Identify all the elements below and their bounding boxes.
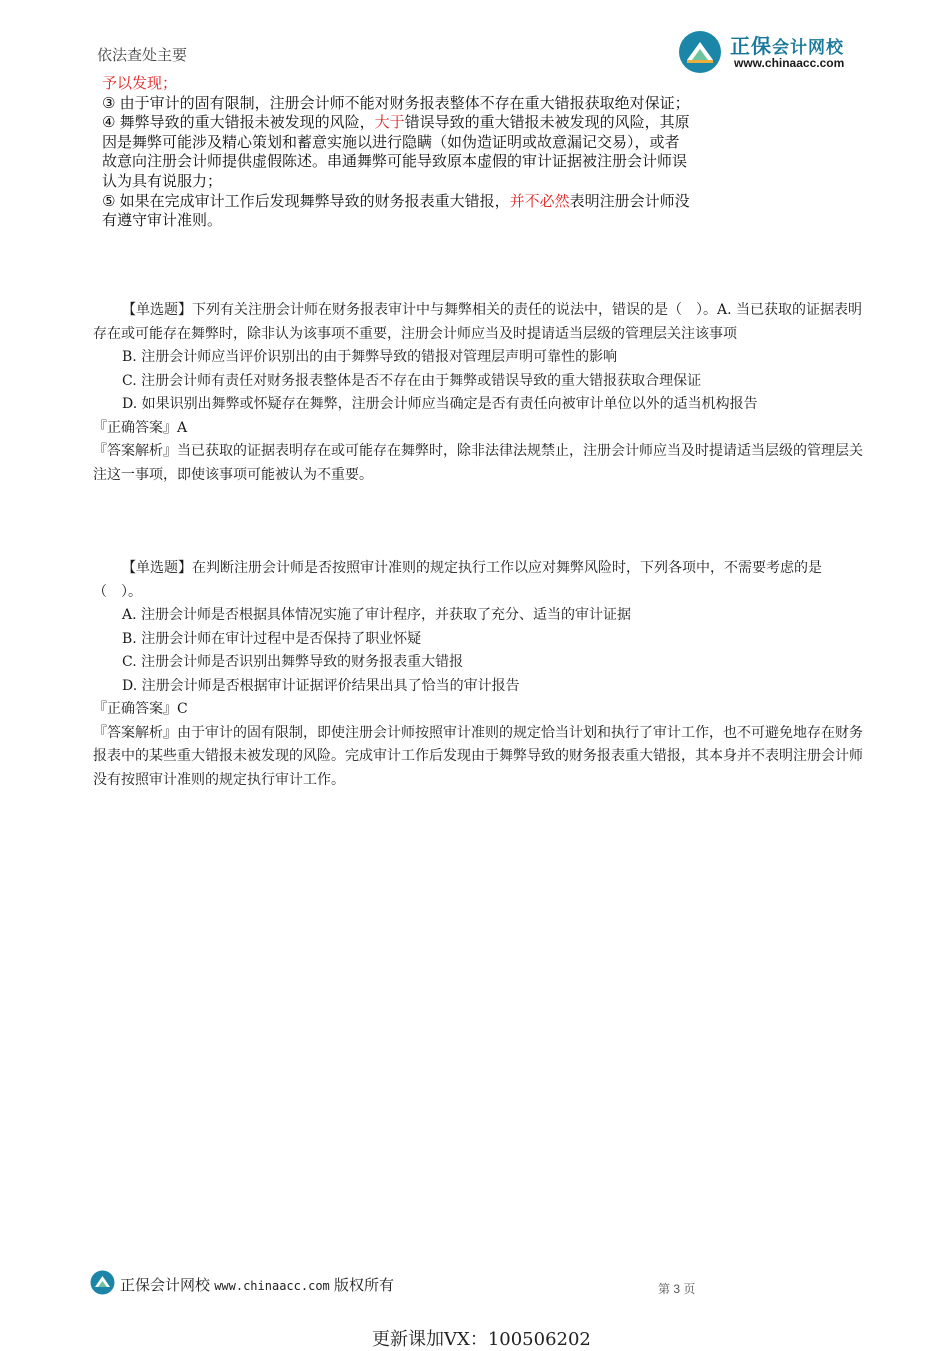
footer-brand: 正保会计网校 bbox=[120, 1277, 211, 1294]
note-line-5 bbox=[102, 192, 692, 231]
logo-name bbox=[730, 30, 844, 59]
logo-name-part2: 会计网校 bbox=[772, 38, 844, 57]
footer-text bbox=[120, 1274, 394, 1295]
footer-url: www.chinaacc.com bbox=[214, 1279, 330, 1293]
question-2 bbox=[93, 557, 863, 792]
page-number bbox=[658, 1282, 696, 1296]
page-number-text: 第 3 页 bbox=[658, 1282, 696, 1296]
bottom-clipped-line bbox=[372, 1325, 592, 1350]
question-1-answer: 『正确答案』A bbox=[93, 419, 188, 436]
note-line-4 bbox=[102, 113, 692, 191]
note-5-text-a: ⑤ 如果在完成审计工作后发现舞弊导致的财务报表重大错报， bbox=[102, 192, 510, 210]
question-2-option-d: D. 注册会计师是否根据审计证据评价结果出具了恰当的审计报告 bbox=[122, 677, 520, 694]
logo-emblem-icon bbox=[678, 30, 722, 74]
question-2-option-c: C. 注册会计师是否识别出舞弊导致的财务报表重大错报 bbox=[122, 654, 464, 670]
question-2-stem: 【单选题】在判断注册会计师是否按照审计准则的规定执行工作以应对舞弊风险时，下列各项中，不需要考虑的是（ ）。 bbox=[93, 560, 822, 600]
question-2-option-b: B. 注册会计师在审计过程中是否保持了职业怀疑 bbox=[122, 630, 422, 647]
clipped-previous-line bbox=[97, 47, 217, 64]
question-1-stem: 【单选题】下列有关注册会计师在财务报表审计中与舞弊相关的责任的说法中，错误的是（ ）。A. 当已获取的证据表明存在或可能存在舞弊时，除非认为该事项不重要，注册会计师应当及时提请适当层级的管理层关注该事项 bbox=[93, 302, 863, 342]
brand-logo bbox=[678, 28, 878, 76]
bottom-clipped-text: 更新课加VX：100506202 bbox=[372, 1329, 591, 1350]
note-line-3: ③ 由于审计的固有限制，注册会计师不能对财务报表整体不存在重大错报获取绝对保证； bbox=[102, 94, 690, 112]
page-footer bbox=[90, 1270, 590, 1296]
note-5-highlight: 并不必然 bbox=[509, 192, 570, 210]
question-1-option-c: C. 注册会计师有责任对财务报表整体是否不存在由于舞弊或错误导致的重大错报获取合理保证 bbox=[122, 372, 702, 389]
note-line-1: 予以发现； bbox=[102, 75, 178, 92]
footer-rights: 版权所有 bbox=[333, 1277, 394, 1294]
note-4-text-a: ④ 舞弊导致的重大错报未被发现的风险， bbox=[102, 114, 375, 132]
question-2-analysis: 『答案解析』由于审计的固有限制，即使注册会计师按照审计准则的规定恰当计划和执行了审计工作，也不可避免地存在财务报表中的某些重大错报未被发现的风险。完成审计工作后发现由于舞弊导致的财务报表重大错报，其本身并不表明注册会计师没有按照审计准则的规定执行审计工作。 bbox=[93, 724, 863, 788]
question-2-option-a: A. 注册会计师是否根据具体情况实施了审计程序，并获取了充分、适当的审计证据 bbox=[122, 607, 632, 623]
notes-section bbox=[102, 74, 692, 231]
question-1 bbox=[93, 299, 863, 487]
question-1-option-b: B. 注册会计师应当评价识别出的由于舞弊导致的错报对管理层声明可靠性的影响 bbox=[122, 349, 618, 365]
logo-url: www.chinaacc.com bbox=[734, 56, 845, 70]
question-1-option-d: D. 如果识别出舞弊或怀疑存在舞弊，注册会计师应当确定是否有责任向被审计单位以外的适当机构报告 bbox=[122, 396, 758, 412]
question-1-analysis: 『答案解析』当已获取的证据表明存在或可能存在舞弊时，除非法律法规禁止，注册会计师应当及时提请适当层级的管理层关注这一事项，即使该事项可能被认为不重要。 bbox=[93, 443, 863, 483]
question-2-answer: 『正确答案』C bbox=[93, 701, 188, 717]
note-5-text-b: 表明注册会计师没有遵守审计准则。 bbox=[102, 192, 690, 230]
clipped-previous-text: 依法查处主要 bbox=[97, 47, 188, 64]
note-4-text-b: 错误导致的重大错报未被发现的风险，其原因是舞弊可能涉及精心策划和蓄意实施以进行隐瞒（如伪造证明或故意漏记交易），或者故意向注册会计师提供虚假陈述。串通舞弊可能导致原本虚假的审计证据被注册会计师误认为具有说服力； bbox=[102, 114, 690, 190]
logo-name-part1: 正保 bbox=[730, 36, 772, 58]
footer-logo-icon bbox=[90, 1270, 115, 1295]
note-4-highlight: 大于 bbox=[374, 114, 405, 132]
